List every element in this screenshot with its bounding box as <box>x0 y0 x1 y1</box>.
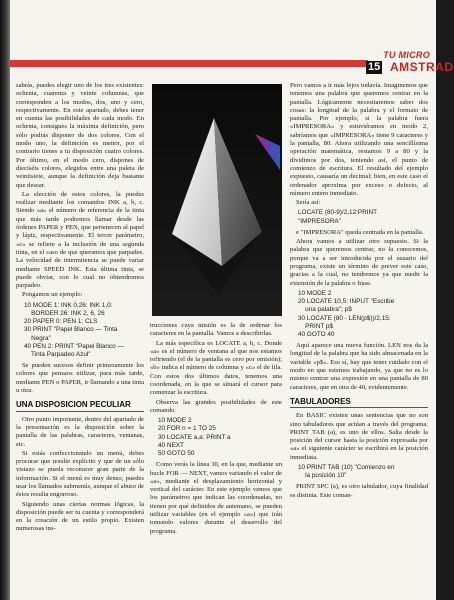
paragraph: Pongamos un ejemplo: <box>22 291 83 299</box>
page-header <box>10 38 454 74</box>
magazine-binding <box>0 0 10 600</box>
code-line: BORDER 26: INK 2, 6, 26 <box>24 309 105 317</box>
code-line: Tinta Parpadeo Azul" <box>24 350 91 358</box>
paragraph: Ahora vamos a utilizar otro supuesto. Si la palabra que queremos centrar, no la conocemos, porque va a ser introducida por el usuario del programa, existe un término de prever este caso, gracias a la cual, no tendremos ya que medir la extensión de la palabra o frase. <box>290 238 428 287</box>
paragraph: sabrás, puedes elegir uno de los tres existentes: ochenta, cuarenta y veinte columnas, que corresponden a los modos, dos, uno y cero, respectivamente. En este apartado, debes tener en cuenta las posibilidades de cada modo. En ochenta, consigues la máxima definición, pero sólo podrás disponer de dos colores. Con el modo uno, la definición es menor, por el contrario tienes a tu disposición cuatro colores. Por último, en el modo cero, dispones de dieciséis colores, elegidos entre una paleta de veintisiete, aunque la definición deja bastante que desear. <box>16 82 144 189</box>
code-line: 40 NEXT <box>158 441 184 449</box>
code-listing <box>298 290 428 339</box>
code-line: 20 FOR n = 1 TO 25 <box>158 425 216 433</box>
code-line: "IMPRESORA" <box>298 217 341 225</box>
paragraph: PRINT SPC (a), es otro tabulador, cuya finalidad es distinta. Este coman- <box>290 483 428 499</box>
code-line: Negra" <box>24 334 51 342</box>
section-heading: TABULADORES <box>290 398 428 408</box>
header-rule <box>10 60 368 67</box>
paragraph: Aquí aparece una nueva función. LEN nos da la longitud de la palabra que ha sido almacenada en la variable «p$». Eso sí, hay que tener cuidado con el modo en que estemos trabajando, ya que no es lo mismo centrar una expresión en una pantalla de 80 caracteres, que en otra de 40, evidentemente. <box>290 342 428 391</box>
code-line: 20 LOCATE 10,5: INPUT "Escribe <box>298 298 395 306</box>
code-line: 30 LOCATE (80 - LEN(p$))/2,15: <box>298 314 391 322</box>
code-listing <box>298 464 428 480</box>
paragraph: Siguiendo unas ciertas normas lógicas, la disposición puede ser tu cuenta y corresponderá en la creación de un estilo propio. Existen numerosas ins- <box>16 500 144 533</box>
section-heading: UNA DISPOSICION PECULIAR <box>16 401 144 411</box>
code-line: 10 MODE 2 <box>298 289 332 297</box>
code-line: 30 PRINT "Papel Blanco — Tinta <box>24 326 118 334</box>
paragraph: Otro punto importante, dentro del apartado de la presentación es la disposición sobre la pantalla de las palabras, caracteres, ventanas, etc. <box>16 415 144 448</box>
magazine-page <box>10 0 454 600</box>
column-2 <box>150 322 282 537</box>
paragraph: La elección de estos colores, la puedes realizar mediante los comandos INK a, b, c. Siendo «a» el número de referencia de la tinta que más tarde podremos llamar desde las órdenes PAPER y PEN, que pertenecen al papel y lápiz, respectivamente. El tercer parámetro, «c» se refiere a la inclusión de una segunda tinta, en el caso de que queramos que parpadee. La velocidad de intermitencia se puede variar mediante SPEED INK. Esta última tinta, se puede obviar, con lo cual no obtendremos parpadeo. <box>16 190 144 290</box>
code-line: 10 PRINT TAB (10) "Comienzo en <box>298 464 395 472</box>
code-line: 20 PAPER 0: PEN 1: CLS <box>24 318 98 326</box>
code-line: 40 GOTO 40 <box>298 330 335 338</box>
paragraph: La más específica es LOCATE a, b, c. Donde «a» es el número de ventana al que nos estamos refiriendo (el de la pantalla es cero por omisión); «b» indica el número de columna y «c» el de fila. Con estos dos últimos datos, tenemos una coordenada, en la que se situará el cursor para comenzar la escritura. <box>150 339 282 397</box>
column-1 <box>16 82 144 535</box>
code-line: 40 PEN 2: PRINT "Papel Blanco — <box>24 342 124 350</box>
code-listing <box>158 417 282 458</box>
code-line: LOCATE (80-9)/2,12:PRINT <box>298 209 378 217</box>
paragraph: Observa las grandes posibilidades de este comando. <box>150 398 282 414</box>
code-listing <box>24 302 144 359</box>
code-line: 50 GOTO 50 <box>158 450 195 458</box>
code-line: 10 MODE 2 <box>158 417 192 425</box>
pyramid-photo <box>152 84 282 316</box>
paragraph: e "IMPRESORA" queda centrada en la pantalla. <box>296 228 424 236</box>
publication-name: TU MICRO <box>383 50 430 60</box>
paragraph: Sería así: <box>296 199 321 207</box>
brand-title: AMSTRAD <box>390 60 454 74</box>
code-line: PRINT p$ <box>298 322 334 330</box>
column-3 <box>290 82 428 501</box>
paragraph: Se pueden sucesos definir primeramente los colores que pensaos utilizar, para más tarde, mediante PEN o PAPER, ir llamando a una tinta u otra. <box>16 362 144 395</box>
code-line: la posición 10" <box>298 472 347 480</box>
paragraph: Pero vamos a ir más lejos todavía. Imaginemos que tenemos una palabra que queremos centrar en la pantalla. Lógicamente necesitaremos saber dos cosas: la longitud de la palabra y el formato de pantalla. Por ejemplo, si la palabra fuera «IMPRESORA» y estuviéramos en modo 2, sabríamos que «IMPRESORA» tiene 9 caracteres y la pantalla, 80. Ahora utilizando una sencillísima operación matemática, restamos 9 a 80 y la dividimos por dos, teniendo así, el punto de comienzo de escritura. El resultado del ejemplo expuesto, causaría un decimal; bien, en este caso el ordenador aproxima por exceso o defecto, al número entero inmediato. <box>290 82 428 197</box>
paragraph: trucciones cuya misión es la de ordenar los caracteres en la pantalla. Vamos a describirlas. <box>150 322 282 338</box>
pyramid-illustration <box>152 84 282 316</box>
paragraph: En BASIC existen unas sentencias que no son sino tabuladores que actúan a través del programa. PRINT TAB (a), es uno de ellos. Salta desde la posición del cursor hasta la posición expresada por «a» el siguiente carácter se escribirá en la posición inmediata. <box>290 412 428 461</box>
paragraph: Si estás confeccionando un menú, debes procurar que resulte explícito y que de un sólo vistazo se pueda reconocer gran parte de la información. Si el menú es muy denso, puedes usar los llamados submenús, aunque el abuso de éstos resulta engorroso. <box>16 449 144 499</box>
code-listing <box>298 209 428 225</box>
paragraph: Como verás la línea 30, en la que, mediante un bucle FOR — NEXT, vamos variando el valor de «a», mediante el desplazamiento horizontal y vertical del carácter. En este ejemplo vemos que los parámetros que indican las coordenadas, no tienen por qué definidos de antemano, se pueden utilizar variables (en el ejemplo «a») que irán tomando valores durante el desarrollo del programa. <box>150 461 282 535</box>
page-number: 15 <box>368 61 381 73</box>
code-line: 30 LOCATE a,a: PRINT a <box>158 433 231 441</box>
code-line: 10 MODE 1: INK 0,26: INK 1,0: <box>24 301 113 309</box>
code-line: una palabra"; p$ <box>298 306 352 314</box>
